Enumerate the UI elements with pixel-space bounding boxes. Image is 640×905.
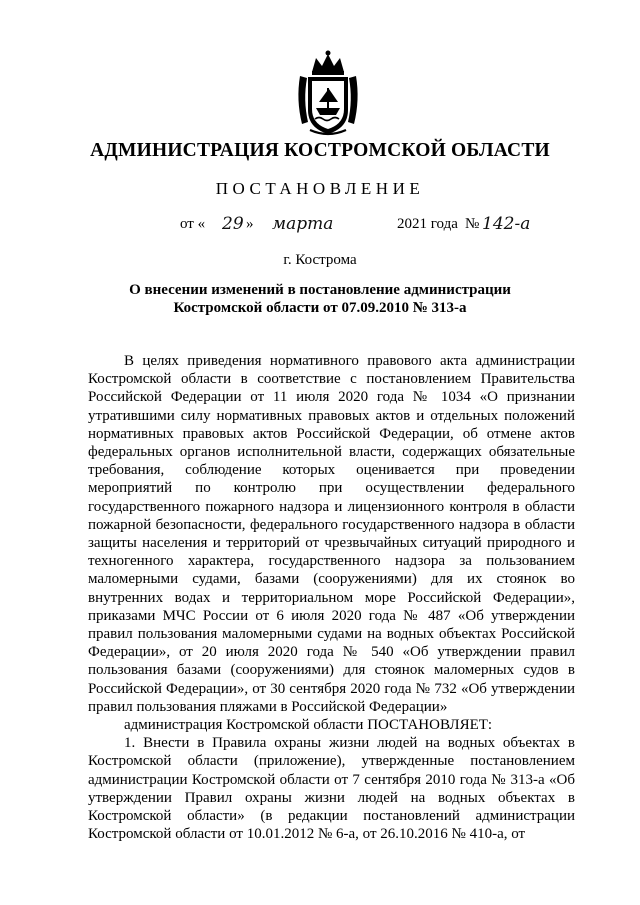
- document-subject: [70, 281, 570, 317]
- date-year: 2021 года: [397, 216, 458, 232]
- city: г. Кострома: [283, 252, 357, 268]
- document-body: [88, 352, 575, 843]
- document-type: ПОСТАНОВЛЕНИЕ: [215, 179, 425, 198]
- date-line: [180, 210, 580, 238]
- date-day: 29: [222, 214, 244, 234]
- resolves-paragraph: администрация Костромской области ПОСТАНОВЛЯЕТ:: [124, 717, 493, 734]
- number-sign: №: [465, 216, 480, 232]
- date-day-close: »: [246, 216, 254, 232]
- document-number: 142-а: [482, 214, 531, 234]
- date-prefix: от «: [180, 216, 206, 232]
- organization-title: АДМИНИСТРАЦИЯ КОСТРОМСКОЙ ОБЛАСТИ: [90, 140, 550, 161]
- item-1-paragraph: 1. Внести в Правила охраны жизни людей на водных объектах в Костромской области (приложение), утвержденные постановлением администрации Костромской области от 7 сентября 2010 года № 313-а «Об утверждении Правил охраны жизни людей на водных объектах в Костромской области» (в редакции постановлений администрации Костромской области от 10.01.2012 № 6-а, от 26.10.2016 № 410-а, от: [88, 735, 575, 843]
- preamble-paragraph: В целях приведения нормативного правового акта администрации Костромской области в соответствие с постановлением Правительства Российской Федерации от 11 июля 2020 года № 1034 «О признании утратившими силу нормативных правовых актов и отдельных положений нормативных правовых актов Российской Федерации, об отмене актов федеральных органов исполнительной власти, содержащих обязательные требования, соблюдение которых оценивается при проведении мероприятий по контролю при осуществлении федерального государственного пожарного надзора и лицензионного контроля в области пожарной безопасности, федерального государственного надзора в области защиты населения и территорий от чрезвычайных ситуаций природного и техногенного характера, государственного надзора за пользованием маломерными судами, базами (сооружениями) для их стоянок во внутренних водах и территориальном море Российской Федерации», приказами МЧС России от 6 июля 2020 года № 487 «Об утверждении правил пользования маломерными судами на водных объектах Российской Федерации», от 20 июля 2020 года № 540 «Об утверждении правил пользования базами (сооружениями) для стоянок маломерных судов в Российской Федерации», от 30 сентября 2020 года № 732 «Об утверждении правил пользования пляжами в Российской Федерации»: [88, 353, 575, 715]
- coat-of-arms-icon: [294, 50, 362, 136]
- date-month: марта: [272, 214, 334, 234]
- subject-line-1: О внесении изменений в постановление администрации: [129, 282, 511, 298]
- subject-line-2: Костромской области от 07.09.2010 № 313-а: [173, 300, 467, 316]
